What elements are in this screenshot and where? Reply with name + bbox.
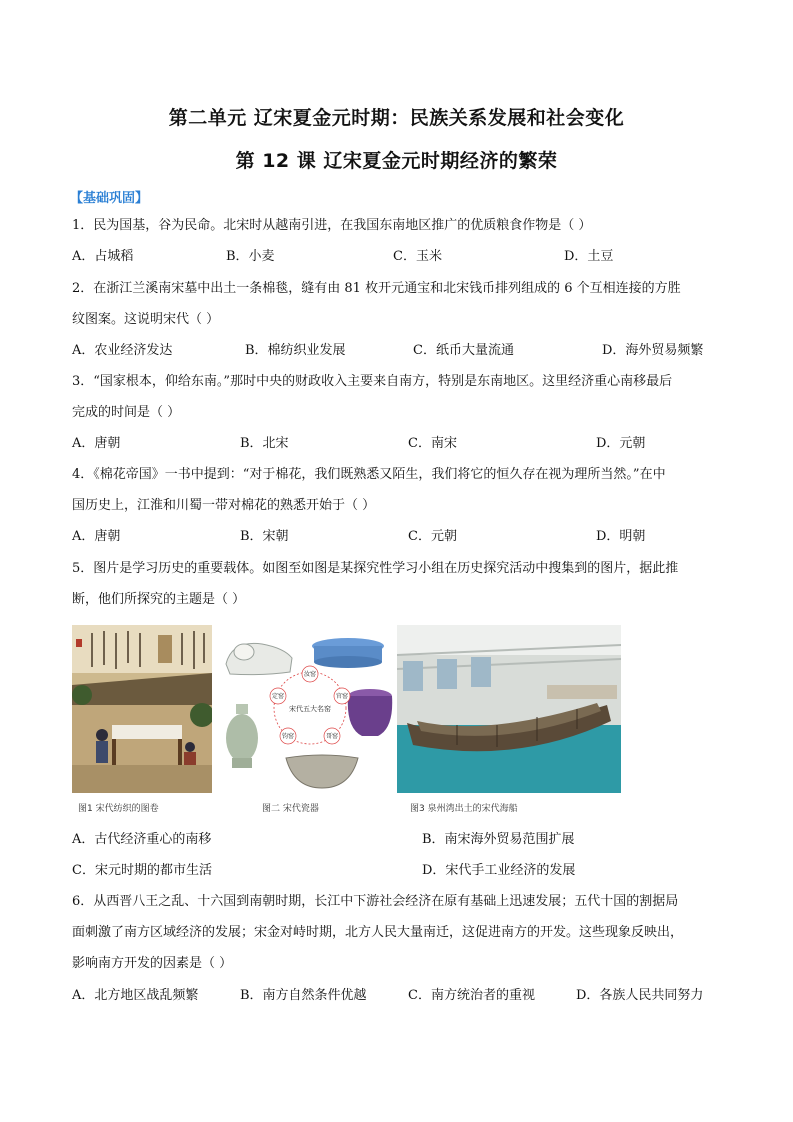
q5-option-b: B．南宋海外贸易范围扩展 xyxy=(422,832,575,847)
q6-stem-line1: 6．从西晋八王之乱、十六国到南朝时期，长江中下游社会经济在原有基础上迅速发展；五代十国的割据局 xyxy=(72,894,679,909)
figure3-caption: 图3 泉州湾出土的宋代海船 xyxy=(410,804,518,814)
q6-option-b: B．南方自然条件优越 xyxy=(240,988,367,1003)
q4-option-a: A．唐朝 xyxy=(72,529,121,544)
q4-stem-line1: 4．《棉花帝国》一书中提到：“对于棉花，我们既熟悉又陌生，我们将它的恒久存在视为理所当然。”在中 xyxy=(72,467,666,482)
kiln-label-jun: 钧窑 xyxy=(281,733,295,740)
q1-option-c: C．玉米 xyxy=(393,249,442,264)
q6-stem-line2: 面刺激了南方区域经济的发展；宋金对峙时期，北方人民大量南迁，这促进南方的开发。这些现象反映出， xyxy=(72,925,684,940)
q3-option-a: A．唐朝 xyxy=(72,436,121,451)
q4-option-d: D．明朝 xyxy=(596,529,646,544)
kiln-label-ru: 汝窑 xyxy=(303,671,317,678)
kiln-label-ding: 定窑 xyxy=(271,693,285,700)
q4-stem-line2: 国历史上，江淮和川蜀一带对棉花的熟悉开始于（ ） xyxy=(72,498,376,513)
unit-title: 第二单元 辽宋夏金元时期：民族关系发展和社会变化 xyxy=(168,107,625,129)
q4-option-b: B．宋朝 xyxy=(240,529,289,544)
q2-stem-line2: 纹图案。这说明宋代（ ） xyxy=(72,312,220,327)
kiln-center-label: 宋代五大名窑 xyxy=(289,705,331,713)
q1-option-d: D．土豆 xyxy=(564,249,614,264)
q3-option-b: B．北宋 xyxy=(240,436,289,451)
q4-option-c: C．元朝 xyxy=(408,529,457,544)
song-porcelain-collage-image xyxy=(222,628,394,793)
q2-option-d: D．海外贸易频繁 xyxy=(602,343,704,358)
q1-stem: 1．民为国基，谷为民命。北宋时从越南引进，在我国东南地区推广的优质粮食作物是（ ） xyxy=(72,218,592,233)
q2-option-b: B．棉纺织业发展 xyxy=(245,343,346,358)
song-textile-painting-image xyxy=(72,625,212,793)
q3-option-d: D．元朝 xyxy=(596,436,646,451)
q6-option-d: D．各族人民共同努力 xyxy=(576,988,704,1003)
kiln-label-guan: 官窑 xyxy=(335,693,349,700)
q3-option-c: C．南宋 xyxy=(408,436,457,451)
q1-option-b: B．小麦 xyxy=(226,249,275,264)
q6-stem-line3: 影响南方开发的因素是（ ） xyxy=(72,956,233,971)
lesson-title: 第 12 课 辽宋夏金元时期经济的繁荣 xyxy=(235,150,558,172)
q1-option-a: A．占城稻 xyxy=(72,249,134,264)
q5-option-c: C．宋元时期的都市生活 xyxy=(72,863,212,878)
q2-option-a: A．农业经济发达 xyxy=(72,343,173,358)
q5-option-d: D．宋代手工业经济的发展 xyxy=(422,863,576,878)
q3-stem-line1: 3．“国家根本，仰给东南。”那时中央的财政收入主要来自南方，特别是东南地区。这里经济重心南移最后 xyxy=(72,374,673,389)
q6-option-a: A．北方地区战乱频繁 xyxy=(72,988,199,1003)
q5-stem-line2: 断，他们所探究的主题是（ ） xyxy=(72,592,246,607)
q5-stem-line1: 5．图片是学习历史的重要载体。如图至如图是某探究性学习小组在历史探究活动中搜集到的图片，据此推 xyxy=(72,561,679,576)
q2-stem-line1: 2．在浙江兰溪南宋墓中出土一条棉毯，缝有由 81 枚开元通宝和北宋钱币排列组成的 6 个互相连接的方胜 xyxy=(72,281,681,296)
q5-option-a: A．古代经济重心的南移 xyxy=(72,832,212,847)
figure1-caption: 图1 宋代纺织的图卷 xyxy=(78,804,159,814)
q6-option-c: C．南方统治者的重视 xyxy=(408,988,535,1003)
quanzhou-song-ship-image xyxy=(397,625,621,793)
section-label: 【基础巩固】 xyxy=(70,191,149,206)
q3-stem-line2: 完成的时间是（ ） xyxy=(72,405,181,420)
figure2-caption: 图二 宋代瓷器 xyxy=(262,804,319,814)
q2-option-c: C．纸币大量流通 xyxy=(413,343,514,358)
kiln-label-ge: 哥窑 xyxy=(325,733,339,740)
